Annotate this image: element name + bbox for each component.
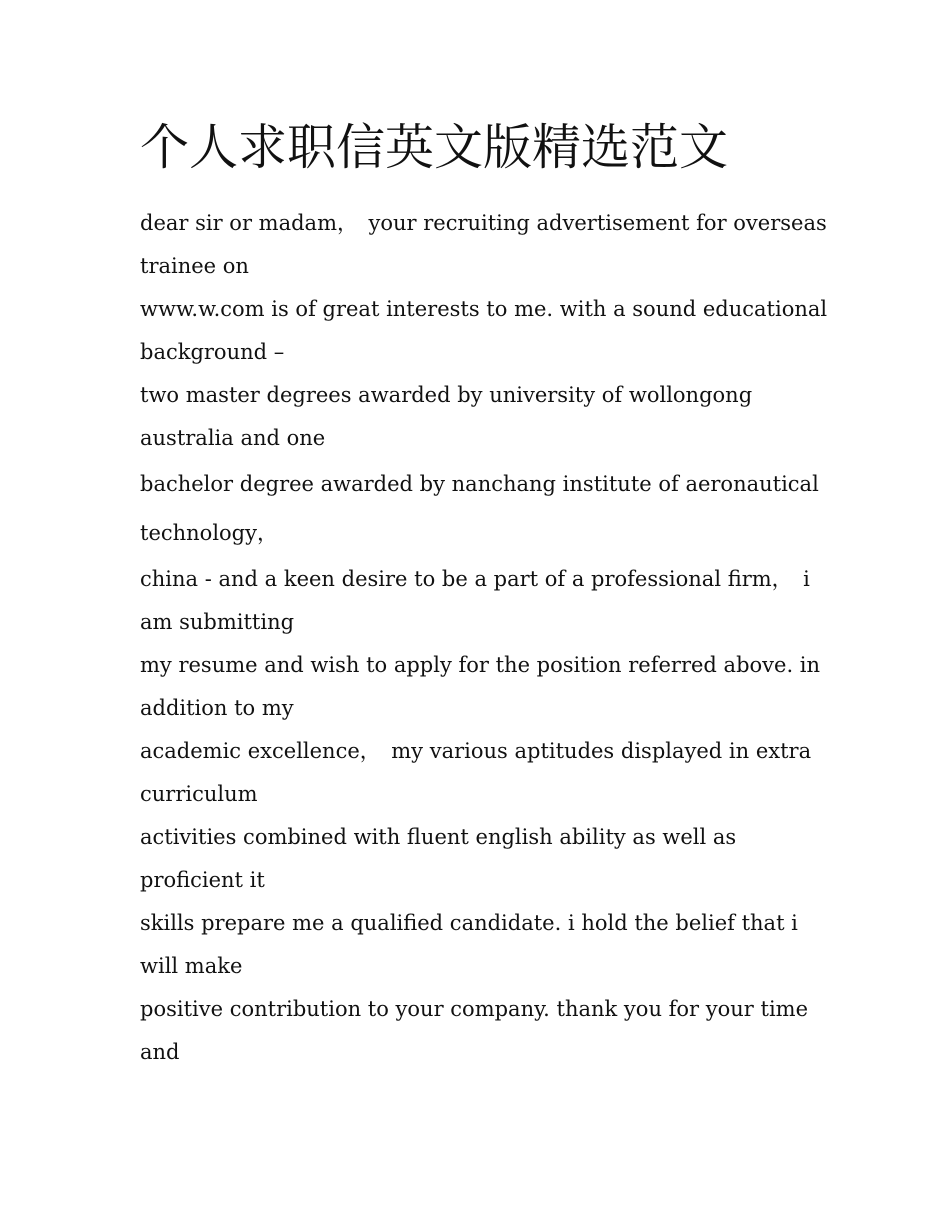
document-title: 个人求职信英文版精选范文 xyxy=(140,119,729,176)
paragraph-line: positive contribution to your company. thank you for your time and xyxy=(140,997,809,1064)
paragraph-line: dear sir or madam， your recruiting advertisement for overseas trainee on xyxy=(140,211,827,278)
paragraph-line: skills prepare me a qualified candidate. i hold the belief that i will make xyxy=(140,911,798,978)
paragraph-line: academic excellence， my various aptitudes displayed in extra curriculum xyxy=(140,739,812,806)
paragraph-line: china - and a keen desire to be a part of a professional firm， i am submitting xyxy=(140,567,810,634)
paragraph-line: bachelor degree awarded by nanchang institute of aeronautical technology， xyxy=(140,472,819,545)
paragraph-line: two master degrees awarded by university of wollongong australia and one xyxy=(140,383,753,450)
document-body xyxy=(140,202,830,1074)
paragraph-line: my resume and wish to apply for the position referred above. in addition to my xyxy=(140,653,821,720)
paragraph-line: www.w.com is of great interests to me. with a sound educational background – xyxy=(140,297,828,364)
paragraph-line: activities combined with fluent english ability as well as proficient it xyxy=(140,825,737,892)
